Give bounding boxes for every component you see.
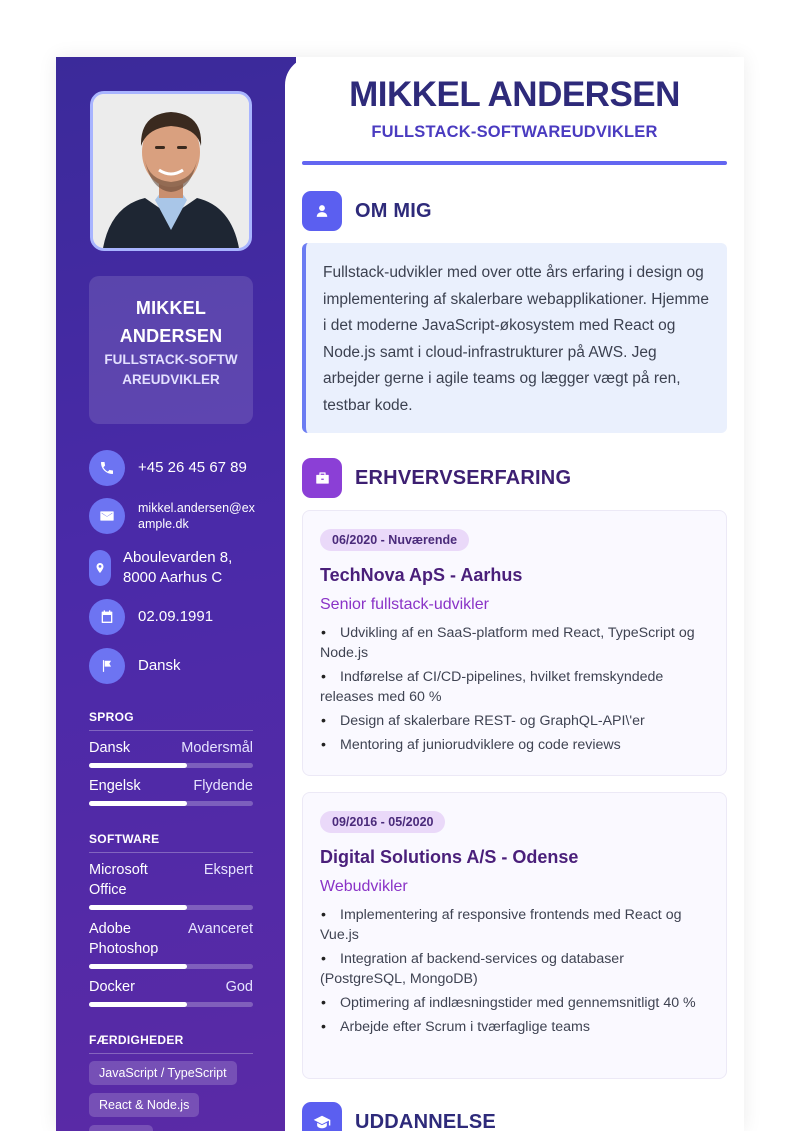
language-name: Dansk: [89, 740, 131, 756]
language-level: Flydende: [193, 778, 253, 794]
language-item: [89, 738, 253, 768]
main-content: [285, 57, 744, 1131]
job-bullet: • Indførelse af CI/CD-pipelines, hvilket fremskyndede releases med 60 %: [320, 667, 709, 707]
skill-tag: JavaScript / TypeScript: [89, 1061, 237, 1085]
portrait-image: [93, 94, 249, 248]
briefcase-icon: [302, 458, 342, 498]
phone-icon: [89, 450, 125, 486]
contact-birthdate: [89, 599, 269, 635]
job-bullet: • Integration af backend-services og databaser (PostgreSQL, MongoDB): [320, 949, 709, 989]
resume-page: [56, 57, 744, 1131]
software-level: God: [225, 979, 253, 995]
email-text: mikkel.andersen@example.dk: [138, 501, 255, 531]
software-bar: [89, 905, 253, 910]
job-company: Digital Solutions A/S - Odense: [320, 847, 579, 867]
software-bar: [89, 964, 253, 969]
address-line-1: Aboulevarden 8,: [123, 549, 233, 566]
job-company: TechNova ApS - Aarhus: [320, 565, 523, 585]
job-date: 06/2020 - Nuværende: [320, 529, 469, 551]
about-text: Fullstack-udvikler med over otte års erfaring i design og implementering af skalerbare webapplikationer. Hjemme i det moderne JavaScript-økosystem med React og Node.js samt i cloud-infrastrukturer på AWS. Jeg arbejder gerne i agile teams og lægger vægt på ren, testbar kode.: [302, 243, 727, 433]
skill-tag: React & Node.js: [89, 1093, 199, 1117]
languages-heading: SPROG: [89, 710, 253, 731]
job-entry: [302, 510, 727, 776]
job-entry: [302, 792, 727, 1079]
language-bar: [89, 801, 253, 806]
language-bar: [89, 763, 253, 768]
contact-address: [89, 548, 269, 588]
sidebar-title: FULLSTACK-SOFTWAREUDVIKLER: [104, 352, 238, 387]
job-bullet: • Mentoring af juniorudviklere og code reviews: [320, 735, 709, 755]
job-date: 09/2016 - 05/2020: [320, 811, 445, 833]
header-name: MIKKEL ANDERSEN: [349, 75, 680, 114]
software-name: Adobe Photoshop: [89, 921, 159, 957]
user-icon: [302, 191, 342, 231]
sidebar: [56, 57, 296, 1131]
address-line-2: 8000 Aarhus C: [123, 569, 223, 586]
language-level: Modersmål: [181, 740, 253, 756]
mail-icon: [89, 498, 125, 534]
software-bar: [89, 1002, 253, 1007]
language-item: [89, 776, 253, 806]
contact-nationality: [89, 648, 269, 684]
flag-icon: [89, 648, 125, 684]
software-heading: SOFTWARE: [89, 832, 253, 853]
software-item: [89, 919, 253, 969]
section-education: [302, 1102, 496, 1131]
job-bullet: • Udvikling af en SaaS-platform med React, TypeScript og Node.js: [320, 623, 709, 663]
location-pin-icon: [89, 550, 111, 586]
experience-heading: ERHVERVSERFARING: [355, 466, 572, 489]
sidebar-name: MIKKEL ANDERSEN: [119, 298, 223, 346]
about-heading: OM MIG: [355, 199, 432, 222]
software-name: Docker: [89, 979, 135, 995]
contact-email: [89, 498, 269, 534]
birthdate-text: 02.09.1991: [138, 608, 214, 625]
job-bullet: • Design af skalerbare REST- og GraphQL-API\'er: [320, 711, 709, 731]
software-item: [89, 977, 253, 1007]
job-role: Senior fullstack-udvikler: [320, 596, 489, 613]
software-level: Avanceret: [187, 921, 253, 937]
language-name: Engelsk: [89, 778, 141, 794]
contact-phone: [89, 450, 269, 486]
language-bar-fill: [89, 801, 187, 806]
job-bullet: • Implementering af responsive frontends med React og Vue.js: [320, 905, 709, 945]
job-bullet: • Optimering af indlæsningstider med gennemsnitligt 40 %: [320, 993, 709, 1013]
section-about: [302, 191, 432, 231]
profile-photo: [90, 91, 252, 251]
graduation-cap-icon: [302, 1102, 342, 1131]
software-bar-fill: [89, 1002, 187, 1007]
header-divider: [302, 161, 727, 165]
section-experience: [302, 458, 571, 498]
software-bar-fill: [89, 905, 187, 910]
software-bar-fill: [89, 964, 187, 969]
address-text: [123, 548, 232, 588]
software-item: [89, 860, 253, 910]
skill-tag: [89, 1125, 153, 1131]
phone-text: +45 26 45 67 89: [138, 459, 247, 476]
job-role: Webudvikler: [320, 878, 408, 895]
skills-heading: FÆRDIGHEDER: [89, 1033, 253, 1054]
language-bar-fill: [89, 763, 187, 768]
job-bullets: [320, 905, 709, 1037]
nationality-text: Dansk: [138, 657, 181, 674]
education-heading: UDDANNELSE: [355, 1110, 496, 1131]
header-title: FULLSTACK-SOFTWAREUDVIKLER: [371, 123, 658, 141]
job-bullets: [320, 623, 709, 755]
calendar-icon: [89, 599, 125, 635]
sidebar-namecard: [89, 276, 253, 424]
software-name: Microsoft Office: [89, 862, 148, 898]
job-bullet: • Arbejde efter Scrum i tværfaglige teams: [320, 1017, 709, 1037]
software-level: Ekspert: [203, 862, 253, 878]
